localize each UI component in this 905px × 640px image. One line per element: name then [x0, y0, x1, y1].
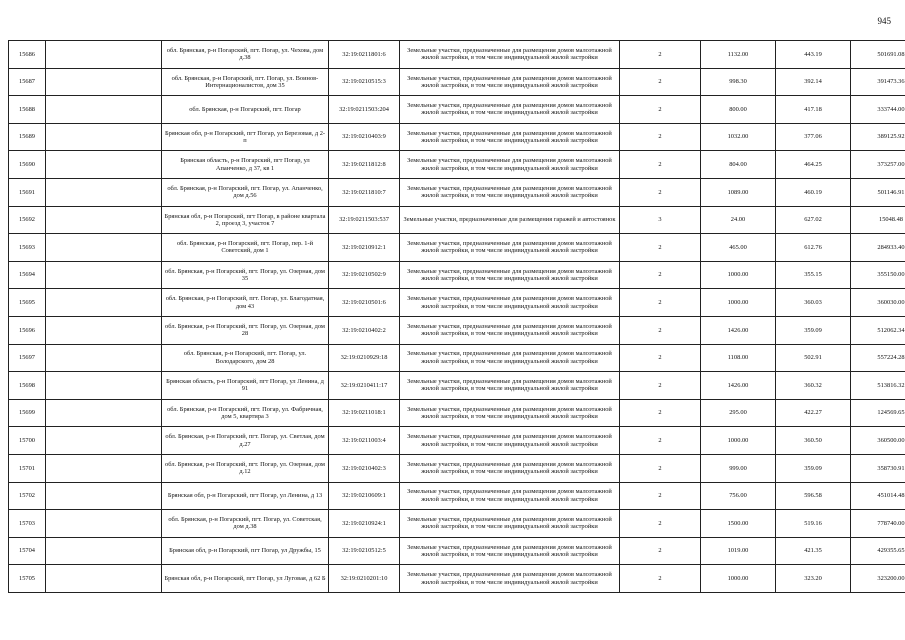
table-row [9, 427, 905, 455]
group-cell: 2 [620, 565, 701, 593]
specific-value-cell: 422.27 [776, 399, 851, 427]
empty-cell [46, 206, 162, 234]
group-cell: 2 [620, 344, 701, 372]
specific-value-cell: 464.25 [776, 151, 851, 179]
row-number: 15697 [9, 344, 46, 372]
row-number: 15694 [9, 261, 46, 289]
area-cell: 800.00 [701, 96, 776, 124]
specific-value-cell: 360.32 [776, 372, 851, 400]
land-use-cell: Земельные участки, предназначенные для размещения домов малоэтажной жилой застройки, в том числе индивидуальной жилой застройки [400, 178, 620, 206]
cadastral-value-cell: 451014.48 [851, 482, 905, 510]
cadastral-value-table [8, 40, 905, 593]
cadastral-value-cell: 15048.48 [851, 206, 905, 234]
cadastral-value-cell: 333744.00 [851, 96, 905, 124]
area-cell: 999.00 [701, 454, 776, 482]
empty-cell [46, 316, 162, 344]
cadastral-number-cell: 32:19:0210929:18 [329, 344, 400, 372]
area-cell: 1132.00 [701, 41, 776, 69]
cadastral-value-cell: 360500.00 [851, 427, 905, 455]
land-use-cell: Земельные участки, предназначенные для размещения домов малоэтажной жилой застройки, в том числе индивидуальной жилой застройки [400, 234, 620, 262]
specific-value-cell: 519.16 [776, 510, 851, 538]
land-use-cell: Земельные участки, предназначенные для размещения домов малоэтажной жилой застройки, в том числе индивидуальной жилой застройки [400, 344, 620, 372]
cadastral-value-cell: 778740.00 [851, 510, 905, 538]
address-cell: обл. Брянская, р-н Погарский, пгт. Погар, ул. Озерная, дом д.12 [162, 454, 329, 482]
empty-cell [46, 537, 162, 565]
area-cell: 1000.00 [701, 565, 776, 593]
table-row [9, 344, 905, 372]
address-cell: обл. Брянская, р-н Погарский, пгт. Погар, ул. Апанченко, дом д.56 [162, 178, 329, 206]
empty-cell [46, 565, 162, 593]
table-row [9, 234, 905, 262]
group-cell: 2 [620, 372, 701, 400]
land-use-cell: Земельные участки, предназначенные для размещения домов малоэтажной жилой застройки, в том числе индивидуальной жилой застройки [400, 151, 620, 179]
table-row [9, 178, 905, 206]
land-use-cell: Земельные участки, предназначенные для размещения домов малоэтажной жилой застройки, в том числе индивидуальной жилой застройки [400, 537, 620, 565]
row-number: 15691 [9, 178, 46, 206]
area-cell: 998.30 [701, 68, 776, 96]
area-cell: 804.00 [701, 151, 776, 179]
row-number: 15688 [9, 96, 46, 124]
specific-value-cell: 392.14 [776, 68, 851, 96]
area-cell: 1000.00 [701, 289, 776, 317]
area-cell: 1000.00 [701, 427, 776, 455]
row-number: 15698 [9, 372, 46, 400]
table-row [9, 454, 905, 482]
land-use-cell: Земельные участки, предназначенные для размещения домов малоэтажной жилой застройки, в том числе индивидуальной жилой застройки [400, 427, 620, 455]
group-cell: 2 [620, 41, 701, 69]
address-cell: Брянская обл, р-н Погарский, пгт Погар, ул Дружбы, 15 [162, 537, 329, 565]
cadastral-number-cell: 32:19:0210402:3 [329, 454, 400, 482]
area-cell: 1108.00 [701, 344, 776, 372]
cadastral-number-cell: 32:19:0211810:7 [329, 178, 400, 206]
table-row [9, 510, 905, 538]
table-row [9, 482, 905, 510]
cadastral-number-cell: 32:19:0211003:4 [329, 427, 400, 455]
area-cell: 1089.00 [701, 178, 776, 206]
row-number: 15693 [9, 234, 46, 262]
cadastral-number-cell: 32:19:0210402:2 [329, 316, 400, 344]
row-number: 15692 [9, 206, 46, 234]
empty-cell [46, 178, 162, 206]
empty-cell [46, 454, 162, 482]
address-cell: обл. Брянская, р-н Погарский, пгт. Погар, ул. Светлая, дом д.27 [162, 427, 329, 455]
address-cell: обл. Брянская, р-н Погарский, пгт. Погар, ул. Володарского, дом 28 [162, 344, 329, 372]
group-cell: 2 [620, 123, 701, 151]
area-cell: 1500.00 [701, 510, 776, 538]
specific-value-cell: 421.35 [776, 537, 851, 565]
cadastral-value-cell: 389125.92 [851, 123, 905, 151]
empty-cell [46, 399, 162, 427]
address-cell: обл. Брянская, р-н Погарский, пгт. Погар, ул. Благодатная, дом 43 [162, 289, 329, 317]
row-number: 15705 [9, 565, 46, 593]
specific-value-cell: 627.02 [776, 206, 851, 234]
area-cell: 1000.00 [701, 261, 776, 289]
address-cell: Брянская область, р-н Погарский, пгт Погар, ул Ленина, д 91 [162, 372, 329, 400]
specific-value-cell: 323.20 [776, 565, 851, 593]
land-use-cell: Земельные участки, предназначенные для размещения гаражей и автостоянок [400, 206, 620, 234]
empty-cell [46, 68, 162, 96]
table-row [9, 565, 905, 593]
land-use-cell: Земельные участки, предназначенные для размещения домов малоэтажной жилой застройки, в том числе индивидуальной жилой застройки [400, 454, 620, 482]
table-row [9, 399, 905, 427]
empty-cell [46, 510, 162, 538]
group-cell: 2 [620, 68, 701, 96]
page-number: 945 [877, 16, 891, 26]
specific-value-cell: 443.19 [776, 41, 851, 69]
table-row [9, 372, 905, 400]
land-use-cell: Земельные участки, предназначенные для размещения домов малоэтажной жилой застройки, в том числе индивидуальной жилой застройки [400, 316, 620, 344]
group-cell: 3 [620, 206, 701, 234]
specific-value-cell: 359.09 [776, 316, 851, 344]
cadastral-number-cell: 32:19:0211801:6 [329, 41, 400, 69]
group-cell: 2 [620, 427, 701, 455]
group-cell: 2 [620, 316, 701, 344]
land-use-cell: Земельные участки, предназначенные для размещения домов малоэтажной жилой застройки, в том числе индивидуальной жилой застройки [400, 510, 620, 538]
row-number: 15702 [9, 482, 46, 510]
group-cell: 2 [620, 289, 701, 317]
area-cell: 1426.00 [701, 316, 776, 344]
row-number: 15687 [9, 68, 46, 96]
row-number: 15689 [9, 123, 46, 151]
group-cell: 2 [620, 151, 701, 179]
cadastral-number-cell: 32:19:0210512:5 [329, 537, 400, 565]
row-number: 15699 [9, 399, 46, 427]
row-number: 15690 [9, 151, 46, 179]
address-cell: обл. Брянская, р-н Погарский, пгт. Погар [162, 96, 329, 124]
row-number: 15700 [9, 427, 46, 455]
cadastral-number-cell: 32:19:0210502:9 [329, 261, 400, 289]
cadastral-number-cell: 32:19:0211503:204 [329, 96, 400, 124]
specific-value-cell: 612.76 [776, 234, 851, 262]
cadastral-number-cell: 32:19:0210515:3 [329, 68, 400, 96]
group-cell: 2 [620, 178, 701, 206]
specific-value-cell: 596.58 [776, 482, 851, 510]
row-number: 15703 [9, 510, 46, 538]
cadastral-number-cell: 32:19:0210609:1 [329, 482, 400, 510]
empty-cell [46, 41, 162, 69]
group-cell: 2 [620, 399, 701, 427]
empty-cell [46, 96, 162, 124]
table-row [9, 123, 905, 151]
specific-value-cell: 355.15 [776, 261, 851, 289]
empty-cell [46, 289, 162, 317]
land-use-cell: Земельные участки, предназначенные для размещения домов малоэтажной жилой застройки, в том числе индивидуальной жилой застройки [400, 399, 620, 427]
specific-value-cell: 360.03 [776, 289, 851, 317]
address-cell: Брянская обл, р-н Погарский, пгт Погар, ул Луговая, д 62 Б [162, 565, 329, 593]
empty-cell [46, 261, 162, 289]
cadastral-number-cell: 32:19:0210501:6 [329, 289, 400, 317]
empty-cell [46, 482, 162, 510]
land-use-cell: Земельные участки, предназначенные для размещения домов малоэтажной жилой застройки, в том числе индивидуальной жилой застройки [400, 261, 620, 289]
cadastral-value-cell: 360030.00 [851, 289, 905, 317]
address-cell: Брянская область, р-н Погарский, пгт Погар, ул Апанченко, д 37, кв 1 [162, 151, 329, 179]
group-cell: 2 [620, 234, 701, 262]
cadastral-value-cell: 512062.34 [851, 316, 905, 344]
empty-cell [46, 151, 162, 179]
table-body [9, 41, 905, 593]
cadastral-number-cell: 32:19:0211812:8 [329, 151, 400, 179]
table-row [9, 68, 905, 96]
specific-value-cell: 460.19 [776, 178, 851, 206]
address-cell: Брянская обл, р-н Погарский, пгт Погар, ул Березовая, д 2-п [162, 123, 329, 151]
cadastral-number-cell: 32:19:0211503:537 [329, 206, 400, 234]
area-cell: 756.00 [701, 482, 776, 510]
area-cell: 1032.00 [701, 123, 776, 151]
land-use-cell: Земельные участки, предназначенные для размещения домов малоэтажной жилой застройки, в том числе индивидуальной жилой застройки [400, 41, 620, 69]
group-cell: 2 [620, 510, 701, 538]
cadastral-number-cell: 32:19:0211018:1 [329, 399, 400, 427]
specific-value-cell: 377.06 [776, 123, 851, 151]
address-cell: обл. Брянская, р-н Погарский, пгт. Погар, ул. Озерная, дом 28 [162, 316, 329, 344]
area-cell: 1426.00 [701, 372, 776, 400]
group-cell: 2 [620, 96, 701, 124]
land-use-cell: Земельные участки, предназначенные для размещения домов малоэтажной жилой застройки, в том числе индивидуальной жилой застройки [400, 372, 620, 400]
address-cell: обл. Брянская, р-н Погарский, пгт. Погар, ул. Советская, дом д.38 [162, 510, 329, 538]
table-row [9, 96, 905, 124]
empty-cell [46, 123, 162, 151]
row-number: 15704 [9, 537, 46, 565]
cadastral-value-cell: 323200.00 [851, 565, 905, 593]
area-cell: 295.00 [701, 399, 776, 427]
group-cell: 2 [620, 454, 701, 482]
address-cell: обл. Брянская, р-н Погарский, пгт. Погар, ул. Озерная, дом 35 [162, 261, 329, 289]
specific-value-cell: 502.91 [776, 344, 851, 372]
cadastral-value-cell: 358730.91 [851, 454, 905, 482]
table-row [9, 289, 905, 317]
row-number: 15696 [9, 316, 46, 344]
group-cell: 2 [620, 482, 701, 510]
row-number: 15686 [9, 41, 46, 69]
empty-cell [46, 427, 162, 455]
cadastral-value-cell: 501691.08 [851, 41, 905, 69]
land-use-cell: Земельные участки, предназначенные для размещения домов малоэтажной жилой застройки, в том числе индивидуальной жилой застройки [400, 565, 620, 593]
cadastral-number-cell: 32:19:0210411:17 [329, 372, 400, 400]
address-cell: Брянская обл, р-н Погарский, пгт Погар, ул Ленина, д 13 [162, 482, 329, 510]
empty-cell [46, 234, 162, 262]
address-cell: обл. Брянская, р-н Погарский, пгт. Погар, пер. 1-й Советский, дом 1 [162, 234, 329, 262]
area-cell: 1019.00 [701, 537, 776, 565]
cadastral-value-cell: 557224.28 [851, 344, 905, 372]
row-number: 15701 [9, 454, 46, 482]
address-cell: обл. Брянская, р-н Погарский, пгт. Погар, ул. Чехова, дом д.38 [162, 41, 329, 69]
table-row [9, 537, 905, 565]
cadastral-number-cell: 32:19:0210924:1 [329, 510, 400, 538]
cadastral-value-cell: 284933.40 [851, 234, 905, 262]
table-row [9, 206, 905, 234]
cadastral-number-cell: 32:19:0210403:9 [329, 123, 400, 151]
specific-value-cell: 417.18 [776, 96, 851, 124]
empty-cell [46, 372, 162, 400]
specific-value-cell: 359.09 [776, 454, 851, 482]
land-use-cell: Земельные участки, предназначенные для размещения домов малоэтажной жилой застройки, в том числе индивидуальной жилой застройки [400, 123, 620, 151]
address-cell: Брянская обл, р-н Погарский, пгт Погар, в районе квартала 2, проезд 3, участок 7 [162, 206, 329, 234]
address-cell: обл. Брянская, р-н Погарский, пгт. Погар, ул. Воинов-Интернационалистов, дом 35 [162, 68, 329, 96]
area-cell: 24.00 [701, 206, 776, 234]
cadastral-value-cell: 513816.32 [851, 372, 905, 400]
row-number: 15695 [9, 289, 46, 317]
address-cell: обл. Брянская, р-н Погарский, пгт. Погар, ул. Фабричная, дом 5, квартира 3 [162, 399, 329, 427]
cadastral-value-cell: 124569.65 [851, 399, 905, 427]
table-row [9, 261, 905, 289]
cadastral-value-cell: 391473.36 [851, 68, 905, 96]
land-use-cell: Земельные участки, предназначенные для размещения домов малоэтажной жилой застройки, в том числе индивидуальной жилой застройки [400, 68, 620, 96]
area-cell: 465.00 [701, 234, 776, 262]
land-use-cell: Земельные участки, предназначенные для размещения домов малоэтажной жилой застройки, в том числе индивидуальной жилой застройки [400, 289, 620, 317]
table-row [9, 41, 905, 69]
cadastral-value-cell: 373257.00 [851, 151, 905, 179]
table-row [9, 316, 905, 344]
land-use-cell: Земельные участки, предназначенные для размещения домов малоэтажной жилой застройки, в том числе индивидуальной жилой застройки [400, 482, 620, 510]
cadastral-value-cell: 355150.00 [851, 261, 905, 289]
cadastral-value-cell: 501146.91 [851, 178, 905, 206]
group-cell: 2 [620, 261, 701, 289]
land-use-cell: Земельные участки, предназначенные для размещения домов малоэтажной жилой застройки, в том числе индивидуальной жилой застройки [400, 96, 620, 124]
cadastral-value-cell: 429355.65 [851, 537, 905, 565]
cadastral-number-cell: 32:19:0210201:10 [329, 565, 400, 593]
group-cell: 2 [620, 537, 701, 565]
cadastral-number-cell: 32:19:0210912:1 [329, 234, 400, 262]
table-row [9, 151, 905, 179]
specific-value-cell: 360.50 [776, 427, 851, 455]
empty-cell [46, 344, 162, 372]
